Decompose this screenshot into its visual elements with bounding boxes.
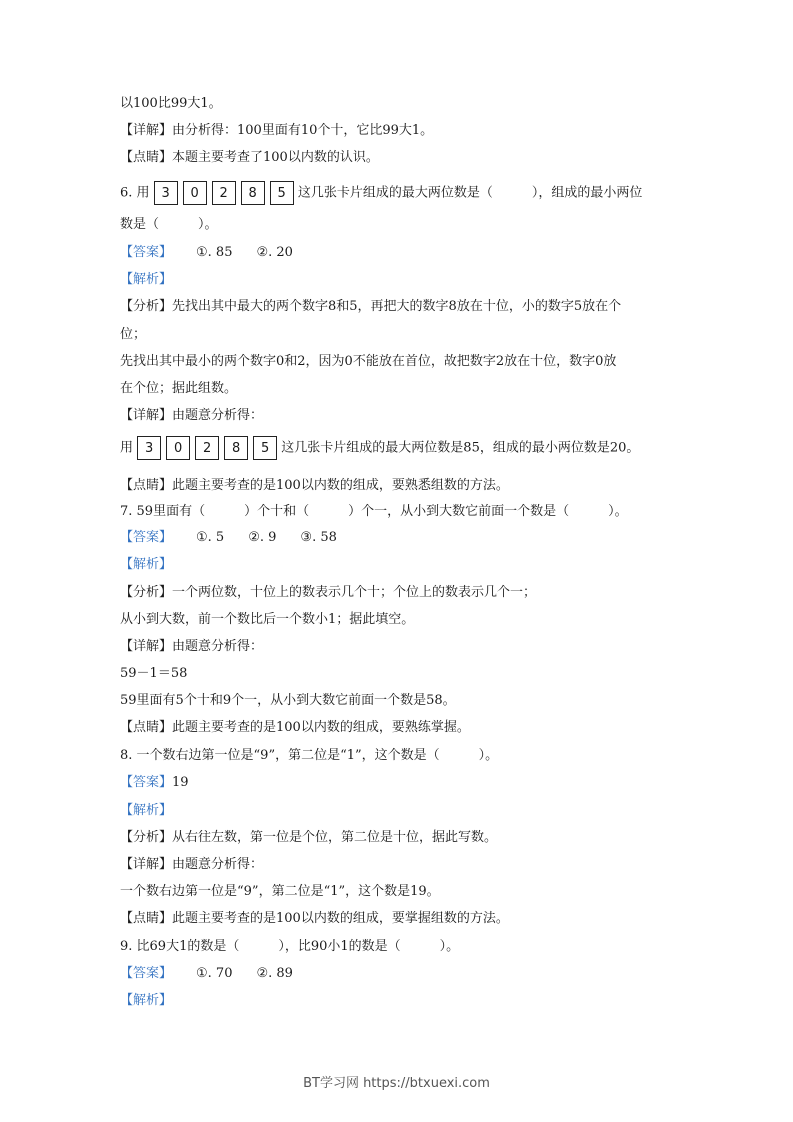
footer-watermark: BT学习网 https://btxuexi.com xyxy=(303,1076,490,1091)
analysis-line: 先找出其中最小的两个数字0和2，因为0不能放在首位，故把数字2放在十位，数字0放 xyxy=(120,354,617,369)
detail-line: 一个数右边第一位是“9”，第二位是“1”，这个数是19。 xyxy=(120,884,440,899)
text-line: 以100比99大1。 xyxy=(120,96,222,111)
answer-line xyxy=(120,774,189,792)
detail-line: 【详解】由题意分析得： xyxy=(120,857,264,872)
analysis-line: 从小到大数，前一个数比后一个数小1；据此填空。 xyxy=(120,612,415,627)
analysis-line: 【分析】从右往左数，第一位是个位，第二位是十位，据此写数。 xyxy=(120,830,498,845)
analysis-line: 【分析】先找出其中最大的两个数字8和5，再把大的数字8放在十位，小的数字5放在个 xyxy=(120,299,622,314)
answer-value: ②. 89 xyxy=(256,966,293,981)
answer-value: ②. 9 xyxy=(248,530,277,545)
detail-suffix: 这几张卡片组成的最大两位数是85，组成的最小两位数是20。 xyxy=(281,440,640,456)
digit-card: 3 xyxy=(154,181,178,205)
digit-card: 5 xyxy=(253,436,277,460)
jiexi-tag: 【解析】 xyxy=(120,993,173,1008)
question-6 xyxy=(120,181,642,205)
question-9: 9. 比69大1的数是（ ），比90小1的数是（ ）。 xyxy=(120,939,460,954)
remark-line: 【点睛】此题主要考查的是100以内数的组成，要熟悉组数的方法。 xyxy=(120,478,509,493)
answer-tag: 【答案】 xyxy=(120,775,173,790)
analysis-line: 在个位；据此组数。 xyxy=(120,381,238,396)
answer-value: ③. 58 xyxy=(300,530,337,545)
equation-line: 59－1＝58 xyxy=(120,666,188,681)
answer-value: ①. 70 xyxy=(196,966,233,981)
answer-line xyxy=(120,965,293,983)
answer-value: ①. 5 xyxy=(196,530,225,545)
answer-value: ②. 20 xyxy=(256,245,293,260)
detail-line xyxy=(120,436,639,460)
remark-line: 【点睛】此题主要考查的是100以内数的组成，要掌握组数的方法。 xyxy=(120,911,509,926)
answer-tag: 【答案】 xyxy=(120,530,173,545)
digit-card: 0 xyxy=(183,181,207,205)
detail-prefix: 用 xyxy=(120,440,134,456)
digit-cards xyxy=(137,436,277,460)
remark-line: 【点睛】本题主要考查了100以内数的认识。 xyxy=(120,150,379,165)
digit-card: 2 xyxy=(212,181,236,205)
detail-line: 【详解】由题意分析得： xyxy=(120,639,264,654)
detail-line: 【详解】由分析得：100里面有10个十，它比99大1。 xyxy=(120,123,434,138)
answer-tag: 【答案】 xyxy=(120,245,173,260)
answer-line xyxy=(120,529,337,547)
question-8: 8. 一个数右边第一位是“9”，第二位是“1”，这个数是（ ）。 xyxy=(120,748,499,763)
question-7: 7. 59里面有（ ）个十和（ ）个一，从小到大数它前面一个数是（ ）。 xyxy=(120,504,628,519)
digit-cards xyxy=(154,181,294,205)
question-6-suffix: 这几张卡片组成的最大两位数是（ ），组成的最小两位 xyxy=(297,185,643,201)
digit-card: 8 xyxy=(241,181,265,205)
digit-card: 2 xyxy=(195,436,219,460)
jiexi-tag: 【解析】 xyxy=(120,803,173,818)
digit-card: 3 xyxy=(137,436,161,460)
analysis-line: 位； xyxy=(120,327,147,342)
remark-line: 【点睛】此题主要考查的是100以内数的组成，要熟练掌握。 xyxy=(120,720,470,735)
detail-line: 【详解】由题意分析得： xyxy=(120,408,264,423)
digit-card: 5 xyxy=(270,181,294,205)
answer-value: ①. 85 xyxy=(196,245,233,260)
detail-line: 59里面有5个十和9个一，从小到大数它前面一个数是58。 xyxy=(120,693,456,708)
digit-card: 0 xyxy=(166,436,190,460)
answer-tag: 【答案】 xyxy=(120,966,173,981)
answer-line xyxy=(120,244,293,262)
answer-value: 19 xyxy=(172,775,189,790)
question-6-prefix: 6. 用 xyxy=(120,185,150,201)
jiexi-tag: 【解析】 xyxy=(120,557,173,572)
digit-card: 8 xyxy=(224,436,248,460)
analysis-line: 【分析】一个两位数，十位上的数表示几个十；个位上的数表示几个一； xyxy=(120,585,537,600)
question-6-cont: 数是（ ）。 xyxy=(120,217,218,232)
jiexi-tag: 【解析】 xyxy=(120,272,173,287)
